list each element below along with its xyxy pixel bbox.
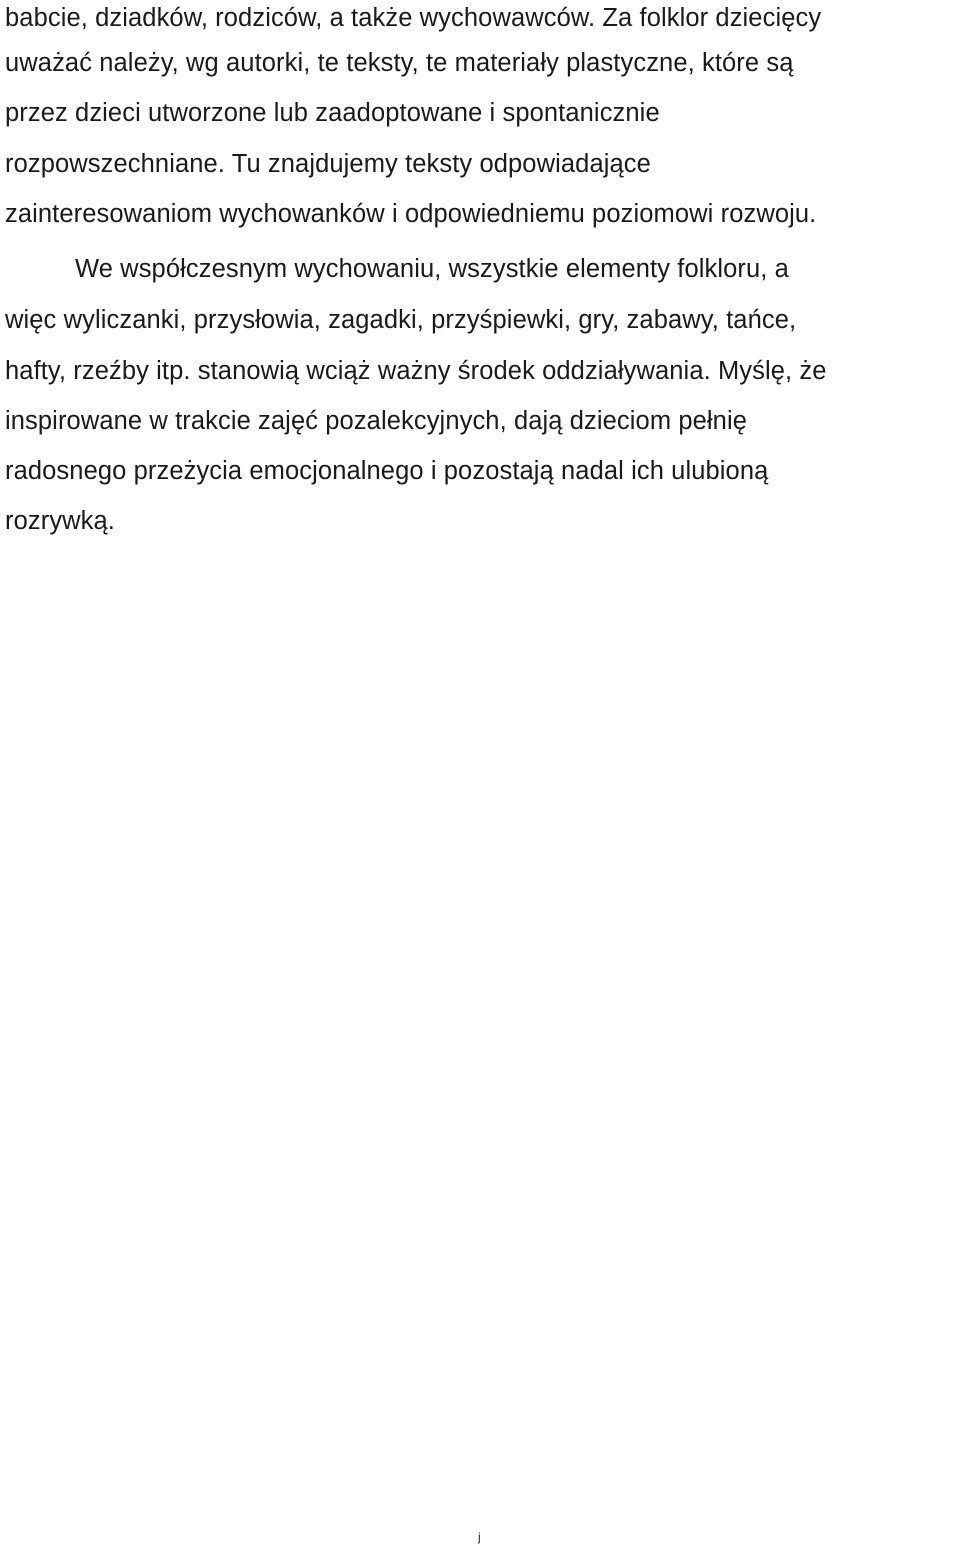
paragraph-2-first-line: We współczesnym wychowaniu, wszystkie elementy folkloru, a — [75, 255, 789, 283]
text-line-2: uważać należy, wg autorki, te teksty, te materiały plastyczne, które są — [5, 49, 794, 77]
text-line-4: rozpowszechniane. Tu znajdujemy teksty odpowiadające — [5, 150, 651, 178]
text-line-9: inspirowane w trakcie zajęć pozalekcyjnych, dają dzieciom pełnię — [5, 407, 748, 435]
text-line-5: zainteresowaniom wychowanków i odpowiedniemu poziomowi rozwoju. — [5, 200, 817, 228]
text-line-10: radosnego przeżycia emocjonalnego i pozostają nadal ich ulubioną — [5, 457, 769, 485]
text-line-3: przez dzieci utworzone lub zaadoptowane i spontanicznie — [5, 99, 660, 127]
text-line-8: hafty, rzeźby itp. stanowią wciąż ważny środek oddziaływania. Myślę, że — [5, 357, 827, 385]
text-line-1: babcie, dziadków, rodziców, a także wychowawców. Za folklor dziecięcy — [5, 4, 822, 32]
text-line-11: rozrywką. — [5, 507, 115, 535]
text-line-7: więc wyliczanki, przysłowia, zagadki, przyśpiewki, gry, zabawy, tańce, — [5, 306, 797, 334]
page-footer-mark: j — [478, 1530, 481, 1544]
